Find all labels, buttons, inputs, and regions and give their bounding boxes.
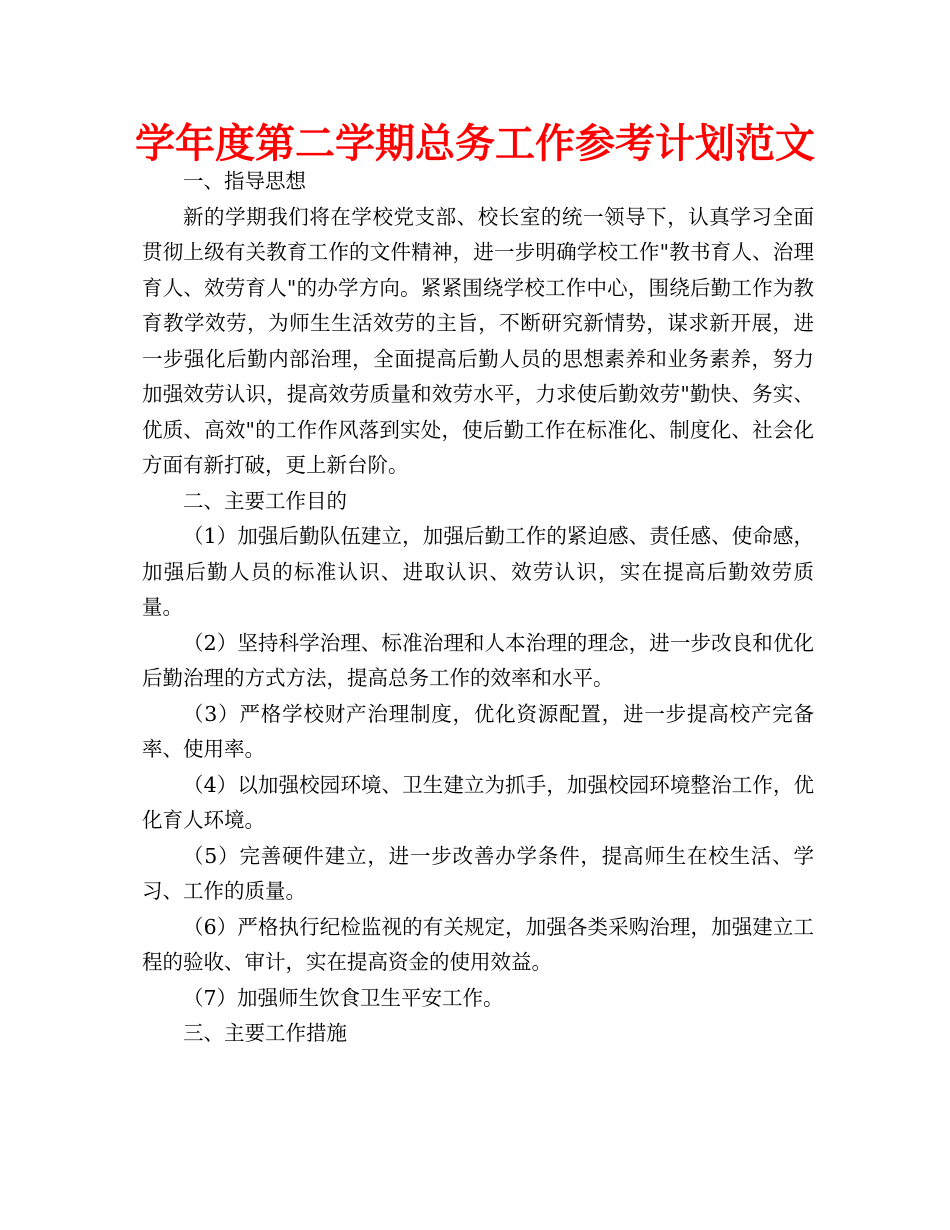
paragraph-guiding-thought: 新的学期我们将在学校党支部、校长室的统一领导下，认真学习全面贯彻上级有关教育工作的文件精神，进一步明确学校工作"教书育人、治理育人、效劳育人"的办学方向。紧紧围绕学校工作中心，围绕后勤工作为教育教学效劳，为师生生活效劳的主旨，不断研究新情势，谋求新开展，进一步强化后勤内部治理，全面提高后勤人员的思想素养和业务素养，努力加强效劳认识，提高效劳质量和效劳水平，力求使后勤效劳"勤快、务实、优质、高效"的工作作风落到实处，使后勤工作在标准化、制度化、社会化方面有新打破，更上新台阶。	[142, 204, 814, 477]
paragraph-goal-7: （7）加强师生饮食卫生平安工作。	[183, 985, 504, 1010]
section-heading-main-measures: 三、主要工作措施	[183, 1021, 347, 1045]
paragraph-goal-1: （1）加强后勤队伍建立，加强后勤工作的紧迫感、责任感、使命感，加强后勤人员的标准认识、进取认识、效劳认识，实在提高后勤效劳质量。	[142, 524, 814, 619]
section-heading-main-goals: 二、主要工作目的	[183, 488, 347, 513]
paragraph-goal-4: （4）以加强校园环境、卫生建立为抓手，加强校园环境整治工作，优化育人环境。	[142, 772, 814, 832]
paragraph-goal-6: （6）严格执行纪检监视的有关规定，加强各类采购治理，加强建立工程的验收、审计，实在提高资金的使用效益。	[142, 914, 814, 974]
document-title: 学年度第二学期总务工作参考计划范文	[135, 121, 815, 167]
paragraph-goal-5: （5）完善硬件建立，进一步改善办学条件，提高师生在校生活、学习、工作的质量。	[142, 843, 814, 903]
paragraph-goal-2: （2）坚持科学治理、标准治理和人本治理的理念，进一步改良和优化后勤治理的方式方法，提高总务工作的效率和水平。	[142, 630, 814, 690]
document-body	[142, 164, 814, 1052]
paragraph-goal-3: （3）严格学校财产治理制度，优化资源配置，进一步提高校产完备率、使用率。	[142, 701, 814, 761]
section-heading-guiding-thought: 一、指导思想	[183, 169, 306, 193]
